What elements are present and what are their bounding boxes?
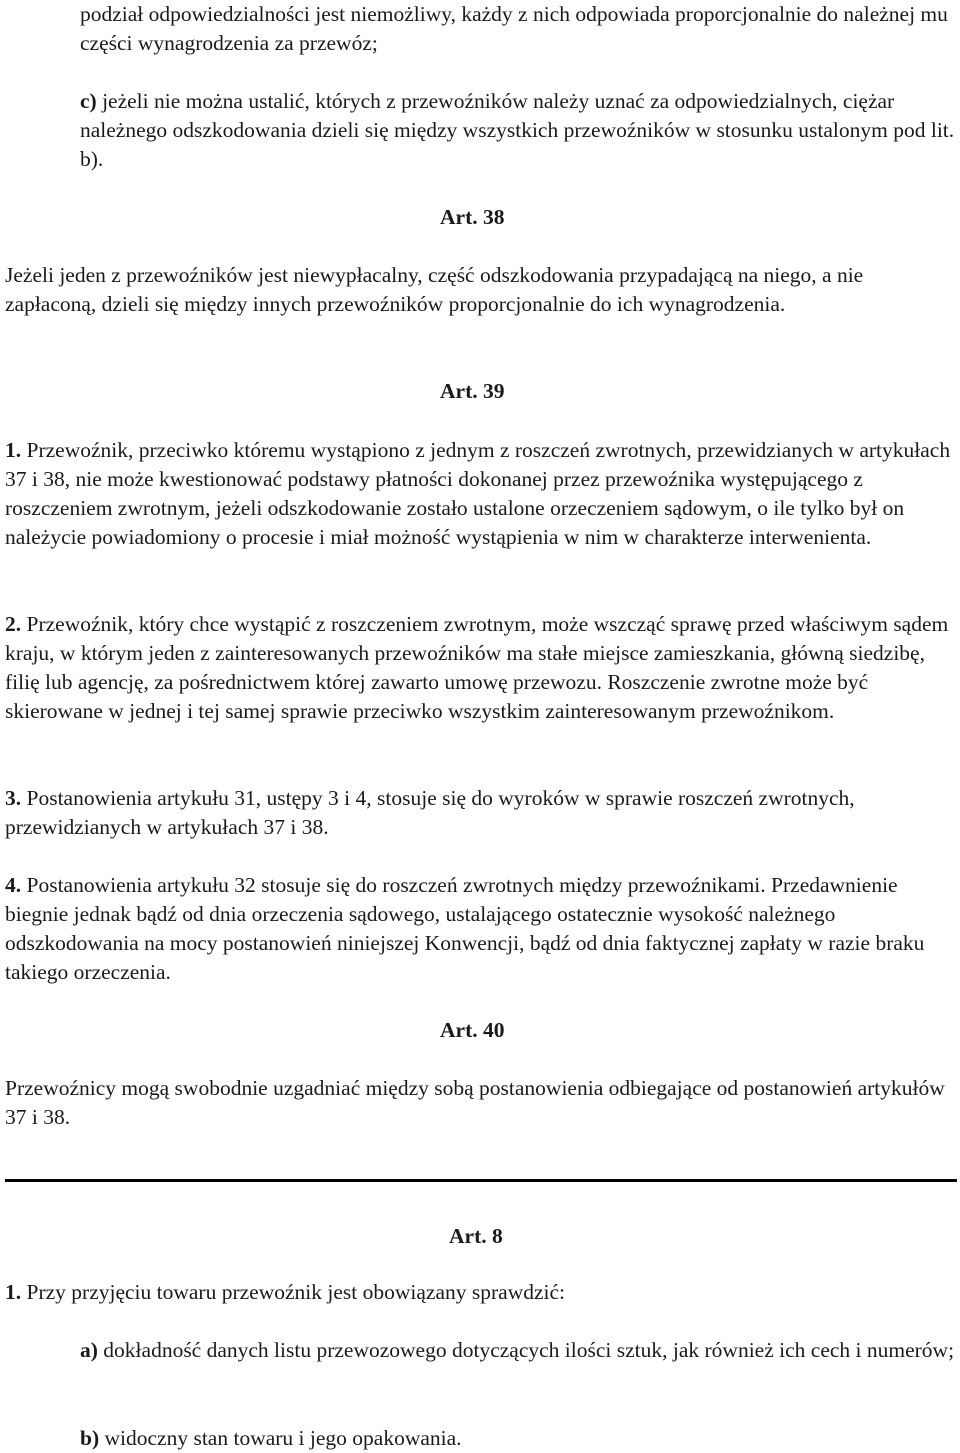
paragraph-text: Postanowienia artykułu 31, ustępy 3 i 4, stosuje się do wyroków w sprawie roszczeń zwrotnych, przewidzianych w artykułach 37 i 38. bbox=[5, 786, 855, 839]
item-text-c: jeżeli nie można ustalić, których z przewoźników należy uznać za odpowiedzialnych, ciężar należnego odszkodowania dzieli się między wszystkich przewoźników w stosunku ustalonym pod lit. b). bbox=[80, 89, 955, 171]
item-label-b: b) bbox=[80, 1426, 100, 1450]
paragraph-c bbox=[80, 87, 955, 174]
art-40-text: Przewoźnicy mogą swobodnie uzgadniać między sobą postanowienia odbiegające od postanowień artykułów 37 i 38. bbox=[5, 1076, 945, 1129]
paragraph-text: Przy przyjęciu towaru przewoźnik jest obowiązany sprawdzić: bbox=[21, 1280, 565, 1304]
art-38-text: Jeżeli jeden z przewoźników jest niewypłacalny, część odszkodowania przypadającą na niego, a nie zapłaconą, dzieli się między innych przewoźników proporcjonalnie do ich wynagrodzenia. bbox=[5, 263, 864, 316]
art-39-paragraph-4 bbox=[5, 871, 955, 987]
art-39-paragraph-1 bbox=[5, 436, 955, 552]
art-38-heading: Art. 38 bbox=[440, 205, 505, 229]
paragraph-number: 1. bbox=[5, 438, 22, 462]
paragraph-number: 4. bbox=[5, 873, 22, 897]
paragraph-text: Postanowienia artykułu 32 stosuje się do roszczeń zwrotnych między przewoźnikami. Przedawnienie biegnie jednak bądź od dnia orzeczenia sądowego, ustalającego ostatecznie wysokość należnego odszkodowania na mocy postanowień niniejszej Konwencji, bądź od dnia faktycznej zapłaty w razie braku takiego orzeczenia. bbox=[5, 873, 925, 984]
paragraph-continuation: podział odpowiedzialności jest niemożliwy, każdy z nich odpowiada proporcjonalnie do należnej mu części wynagrodzenia za przewóz; bbox=[80, 2, 948, 55]
item-text-b: widoczny stan towaru i jego opakowania. bbox=[99, 1426, 462, 1450]
item-label-c: c) bbox=[80, 89, 97, 113]
art-40-heading: Art. 40 bbox=[440, 1018, 505, 1042]
art-8-item-b bbox=[80, 1424, 955, 1453]
art-8-paragraph-1 bbox=[5, 1278, 955, 1307]
paragraph-number: 2. bbox=[5, 612, 22, 636]
art-8-item-a bbox=[80, 1336, 955, 1365]
paragraph-text: Przewoźnik, który chce wystąpić z roszczeniem zwrotnym, może wszcząć sprawę przed właściwym sądem kraju, w którym jeden z zainteresowanych przewoźników ma stałe miejsce zamieszkania, główną siedzibę, filię lub agencję, za pośrednictwem której zawarto umowę przewozu. Roszczenie zwrotne może być skierowane w jednej i tej samej sprawie przeciwko wszystkim zainteresowanym przewoźnikom. bbox=[5, 612, 949, 723]
item-label-a: a) bbox=[80, 1338, 98, 1362]
paragraph-number: 3. bbox=[5, 786, 22, 810]
art-39-heading: Art. 39 bbox=[440, 379, 505, 403]
paragraph-number: 1. bbox=[5, 1280, 22, 1304]
item-text-a: dokładność danych listu przewozowego dotyczących ilości sztuk, jak również ich cech i numerów; bbox=[97, 1338, 955, 1362]
section-divider bbox=[5, 1179, 957, 1182]
paragraph-text: Przewoźnik, przeciwko któremu wystąpiono z jednym z roszczeń zwrotnych, przewidzianych w artykułach 37 i 38, nie może kwestionować podstawy płatności dokonanej przez przewoźnika występującego z roszczeniem zwrotnym, jeżeli odszkodowanie zostało ustalone orzeczeniem sądowym, o ile tylko był on należycie powiadomiony o procesie i miał możność wystąpienia w nim w charakterze interwenienta. bbox=[5, 438, 951, 549]
art-39-paragraph-2 bbox=[5, 610, 955, 726]
art-8-heading: Art. 8 bbox=[449, 1224, 503, 1248]
art-39-paragraph-3 bbox=[5, 784, 955, 842]
